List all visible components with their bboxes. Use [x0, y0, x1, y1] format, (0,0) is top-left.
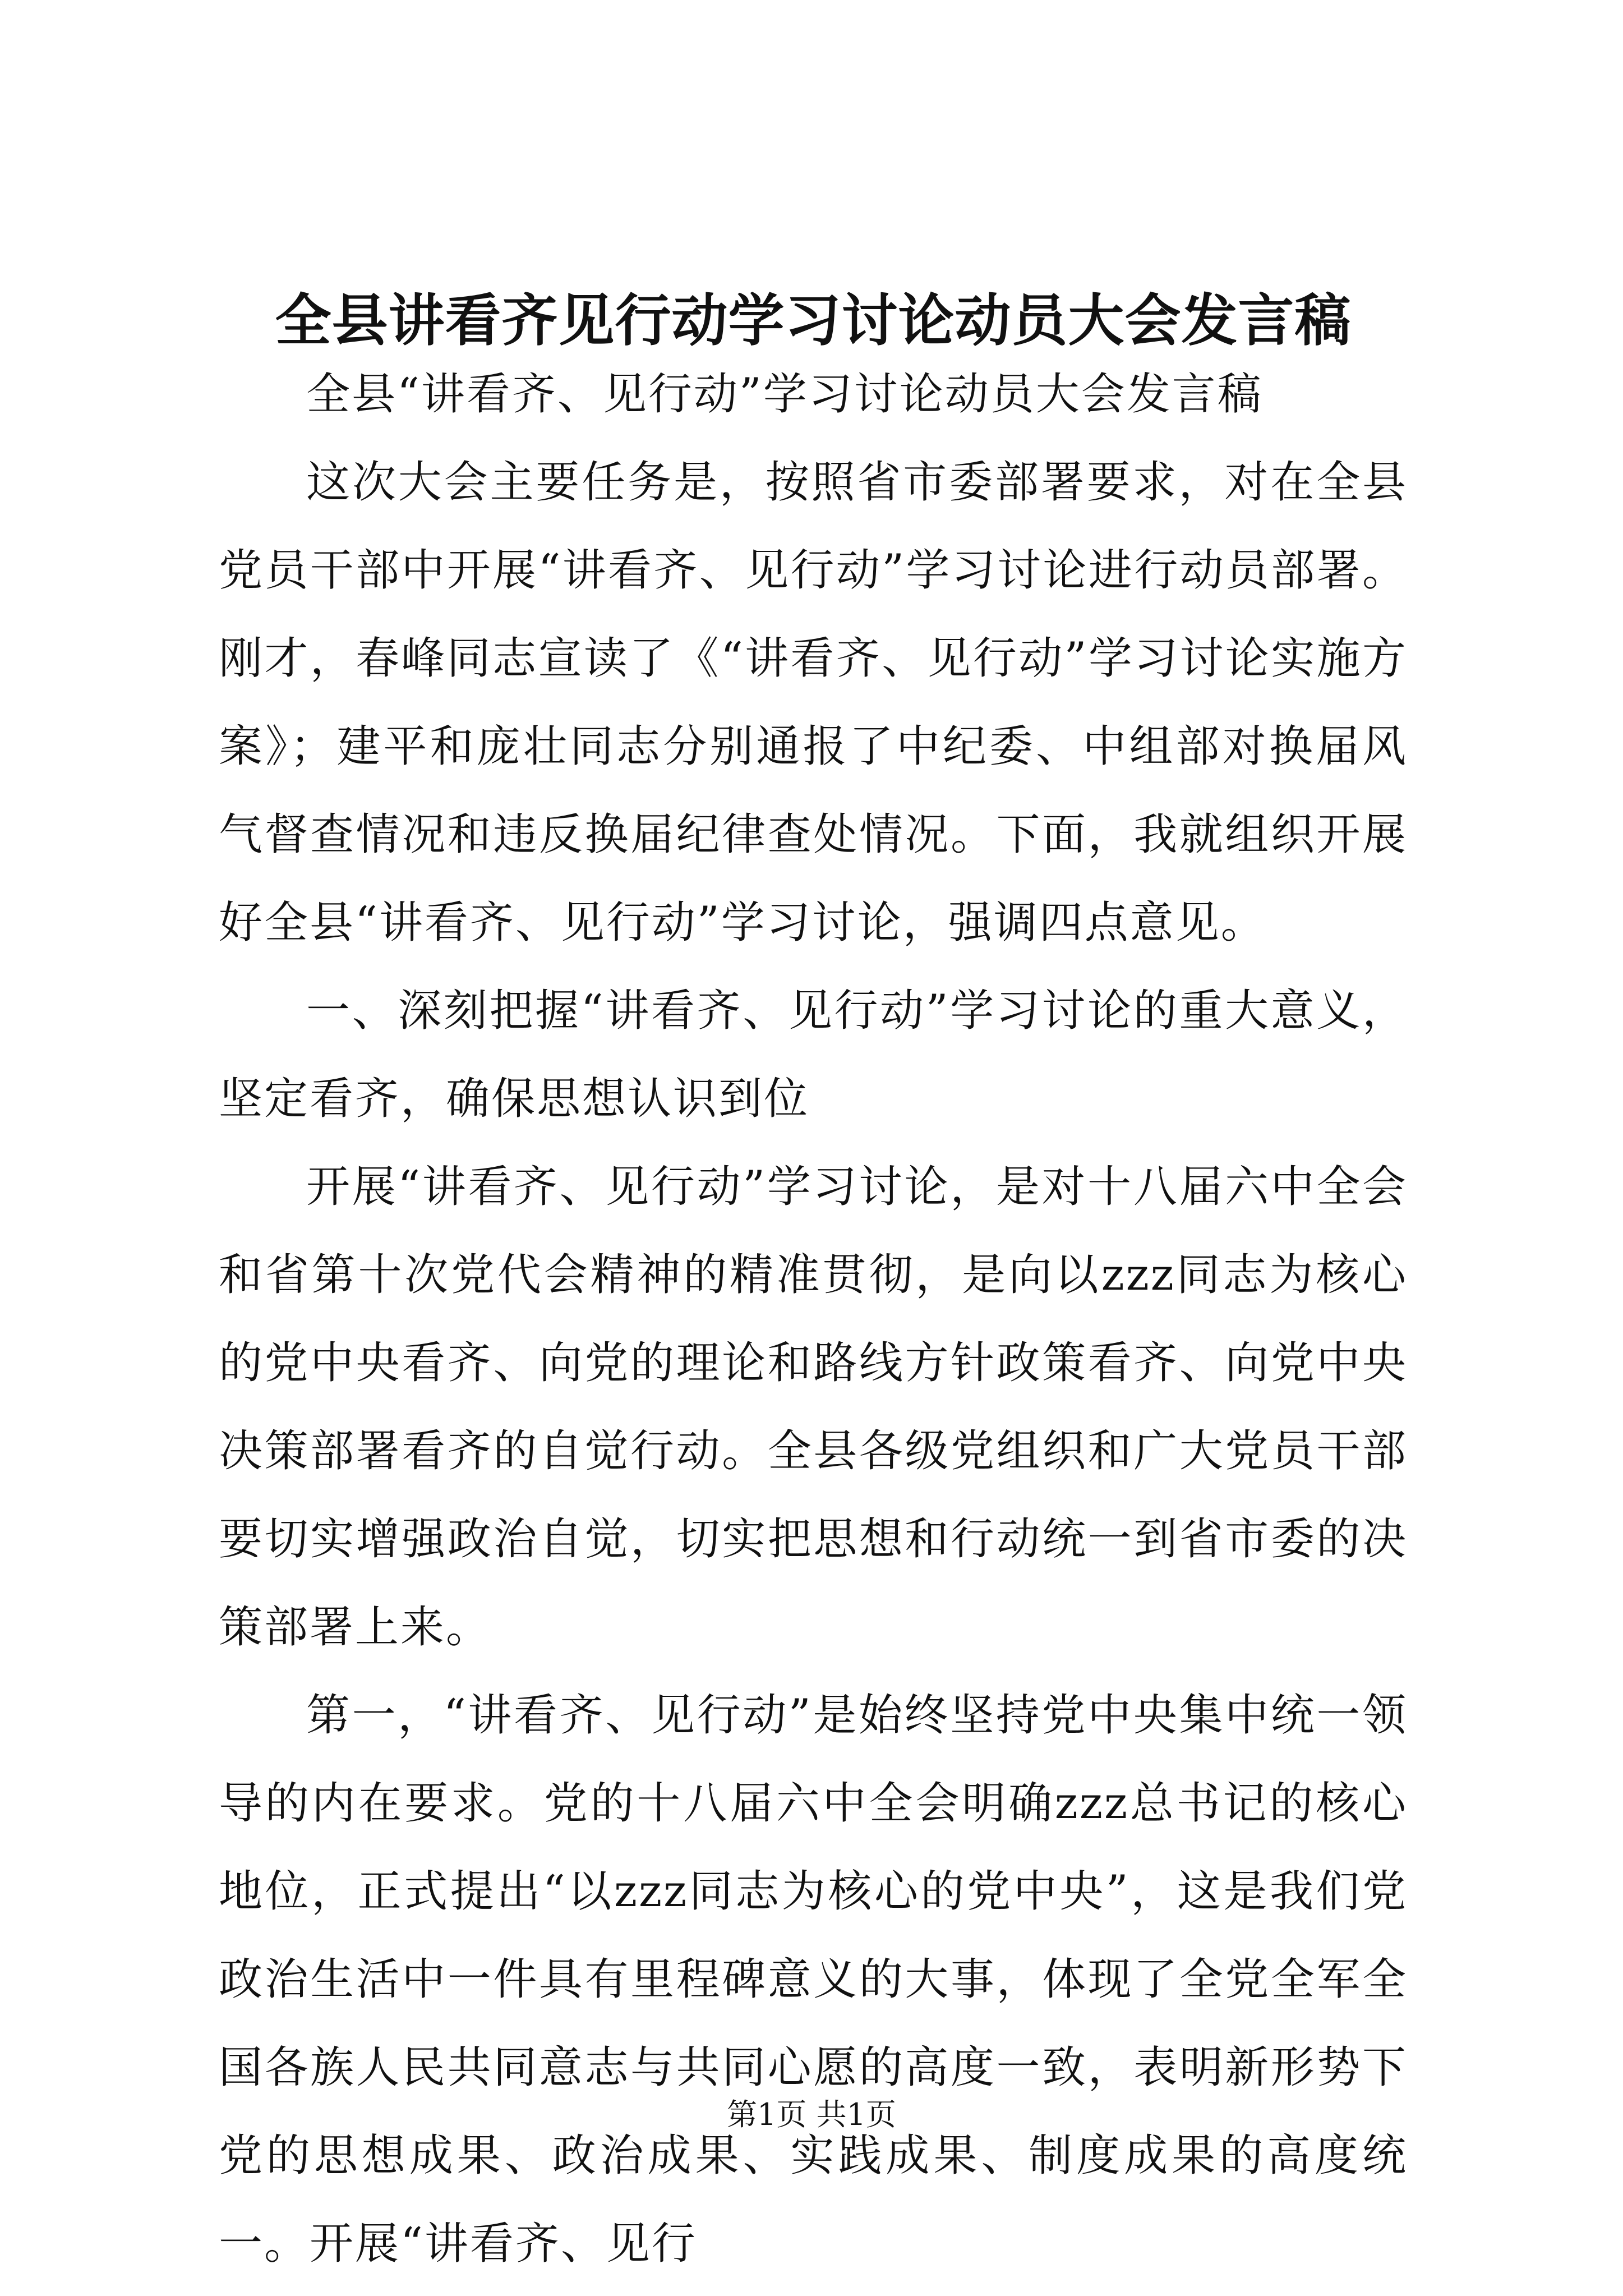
body-paragraph-intro: 这次大会主要任务是，按照省市委部署要求，对在全县党员干部中开展“讲看齐、见行动”学习讨论进行动员部署。刚才，春峰同志宣读了《“讲看齐、见行动”学习讨论实施方案》；建平和庞壮同志分别通报了中纪委、中组部对换届风气督查情况和违反换届纪律查处情况。下面，我就组织开展好全县“讲看齐、见行动”学习讨论，强调四点意见。 [219, 457, 1408, 948]
body-paragraph: 第一，“讲看齐、见行动”是始终坚持党中央集中统一领导的内在要求。党的十八届六中全会明确zzz总书记的核心地位，正式提出“以zzz同志为核心的党中央”，这是我们党政治生活中一件具有里程碑意义的大事，体现了全党全军全国各族人民共同意志与共同心愿的高度一致，表明新形势下党的思想成果、政治成果、实践成果、制度成果的高度统一。开展“讲看齐、见行 [219, 1690, 1408, 2269]
document-body [219, 351, 1408, 2288]
body-paragraph: 开展“讲看齐、见行动”学习讨论，是对十八届六中全会和省第十次党代会精神的精准贯彻，是向以zzz同志为核心的党中央看齐、向党的理论和路线方针政策看齐、向党中央决策部署看齐的自觉行动。全县各级党组织和广大党员干部要切实增强政治自觉，切实把思想和行动统一到省市委的决策部署上来。 [219, 1162, 1408, 1653]
page-footer [0, 2092, 1623, 2137]
body-paragraph-subtitle: 全县“讲看齐、见行动”学习讨论动员大会发言稿 [306, 369, 1263, 420]
page-number-total: 共1页 [816, 2097, 896, 2132]
page-number-current: 第1页 [727, 2097, 807, 2132]
document-title: 全县讲看齐见行动学习讨论动员大会发言稿 [275, 287, 1352, 353]
body-paragraph-section-heading: 一、深刻把握“讲看齐、见行动”学习讨论的重大意义，坚定看齐，确保思想认识到位 [219, 986, 1408, 1124]
